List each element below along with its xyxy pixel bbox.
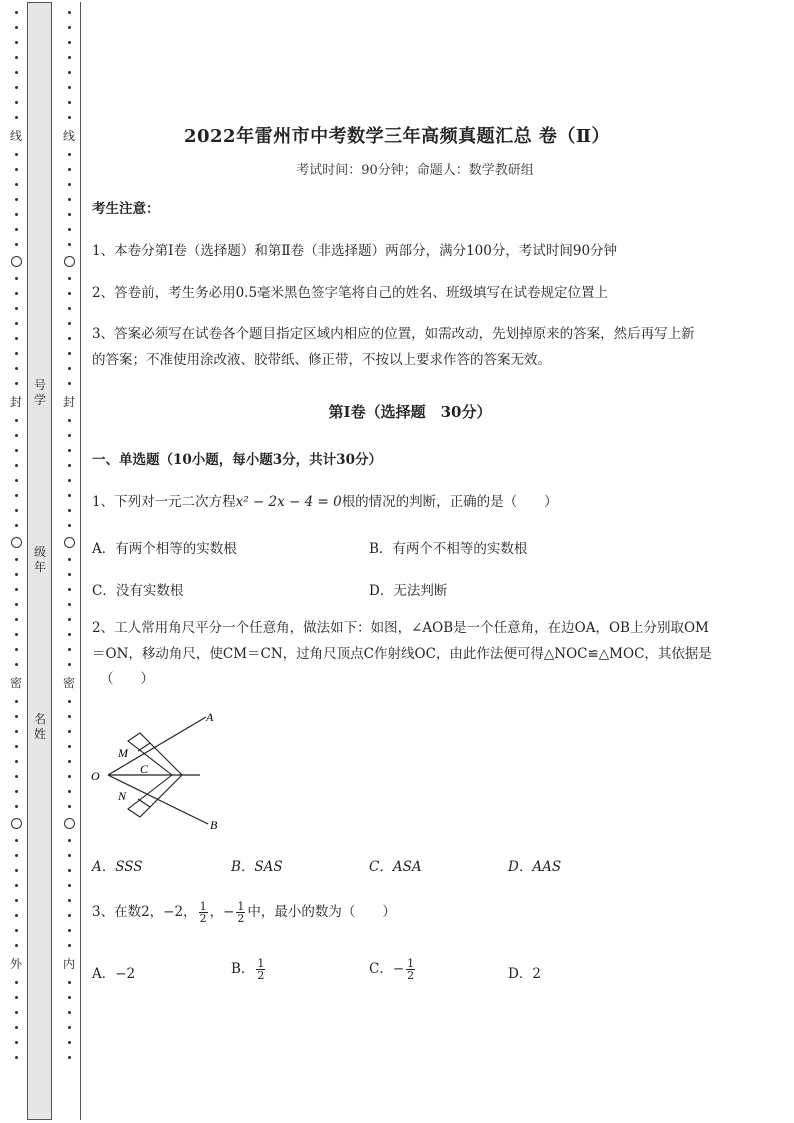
q2-option-d[interactable]: D．AAS bbox=[508, 859, 562, 875]
fraction-half: $\frac{1}{2}$ bbox=[237, 900, 245, 925]
outer-mark-feng: 封 bbox=[10, 395, 23, 409]
q3-option-a[interactable]: A．−2 bbox=[92, 966, 136, 982]
outer-circle-icon bbox=[11, 537, 22, 548]
label-n: N bbox=[118, 789, 127, 803]
q3-option-d[interactable]: D．2 bbox=[508, 966, 541, 982]
q2-option-b[interactable]: B．SAS bbox=[231, 859, 283, 875]
q1-option-a[interactable]: A．有两个相等的实数根 bbox=[92, 541, 237, 557]
inner-mark-xian: 线 bbox=[63, 129, 76, 143]
inner-circle-icon bbox=[64, 818, 75, 829]
q2-option-a[interactable]: A．SSS bbox=[92, 859, 143, 875]
notice-item: 3、答案必须写在试卷各个题目指定区域内相应的位置，如需改动，先划掉原来的答案，然后再写上新 bbox=[92, 326, 695, 342]
question-3-stem: 3、在数2，−2， $\frac{1}{2}$ ，− $\frac{1}{2}$ 中，最小的数为（ ） bbox=[92, 900, 396, 925]
inner-mark-feng: 封 bbox=[63, 395, 76, 409]
question-2-line: （ ） bbox=[100, 671, 154, 687]
inner-mark-mi: 密 bbox=[63, 676, 76, 690]
q1-option-b[interactable]: B．有两个不相等的实数根 bbox=[369, 541, 528, 557]
angle-bisector-figure bbox=[88, 705, 228, 835]
notice-item: 的答案；不准使用涂改液、胶带纸、修正带，不按以上要求作答的答案无效。 bbox=[92, 352, 551, 368]
page-title: 2022年雷州市中考数学三年高频真题汇总 卷（Ⅱ） bbox=[183, 126, 611, 147]
question-1-stem: 1、下列对一元二次方程x² − 2x − 4 = 0根的情况的判断，正确的是（ ） bbox=[92, 494, 558, 510]
outer-mark-xian: 线 bbox=[10, 129, 23, 143]
notice-heading: 考生注意： bbox=[92, 201, 160, 217]
field-name: 名姓 bbox=[33, 712, 46, 741]
question-2-line: 2、工人常用角尺平分一个任意角，做法如下：如图，∠AOB是一个任意角，在边OA，OB上分别取OM bbox=[92, 620, 709, 636]
label-m: M bbox=[118, 746, 128, 760]
label-a: A bbox=[206, 710, 214, 724]
section-title: 第I卷（选择题 30分） bbox=[328, 403, 492, 421]
label-b: B bbox=[210, 818, 218, 832]
outer-mark-mi: 密 bbox=[10, 676, 23, 690]
outer-mark-wai: 外 bbox=[10, 957, 23, 971]
question-2-line: ＝ON，移动角尺，使CM＝CN，过角尺顶点C作射线OC，由此作法便可得△NOC≌△MOC，其依据是 bbox=[92, 646, 712, 662]
q2-option-c[interactable]: C．ASA bbox=[369, 859, 422, 875]
q1-option-d[interactable]: D．无法判断 bbox=[369, 583, 448, 599]
notice-item: 2、答卷前，考生务必用0.5毫米黑色签字笔将自己的姓名、班级填写在试卷规定位置上 bbox=[92, 285, 609, 301]
q3-option-b[interactable]: B． $\frac{1}{2}$ bbox=[231, 957, 265, 982]
label-o: O bbox=[91, 769, 100, 783]
inner-circle-icon bbox=[64, 256, 75, 267]
q1-option-c[interactable]: C．没有实数根 bbox=[92, 583, 184, 599]
q3-option-c[interactable]: C．− $\frac{1}{2}$ bbox=[369, 957, 415, 982]
page-subtitle: 考试时间：90分钟；命题人：数学教研组 bbox=[296, 163, 534, 178]
part-title: 一、单选题（10小题，每小题3分，共计30分） bbox=[92, 452, 382, 468]
field-student-number: 号学 bbox=[33, 378, 46, 407]
label-c: C bbox=[140, 762, 149, 776]
outer-circle-icon bbox=[11, 256, 22, 267]
question-1-equation: x² − 2x − 4 = 0 bbox=[235, 494, 342, 510]
outer-circle-icon bbox=[11, 818, 22, 829]
notice-item: 1、本卷分第I卷（选择题）和第Ⅱ卷（非选择题）两部分，满分100分，考试时间90分钟 bbox=[92, 243, 618, 259]
inner-mark-nei: 内 bbox=[63, 957, 76, 971]
fraction-half: $\frac{1}{2}$ bbox=[199, 900, 207, 925]
field-grade: 级年 bbox=[33, 545, 46, 574]
inner-circle-icon bbox=[64, 537, 75, 548]
